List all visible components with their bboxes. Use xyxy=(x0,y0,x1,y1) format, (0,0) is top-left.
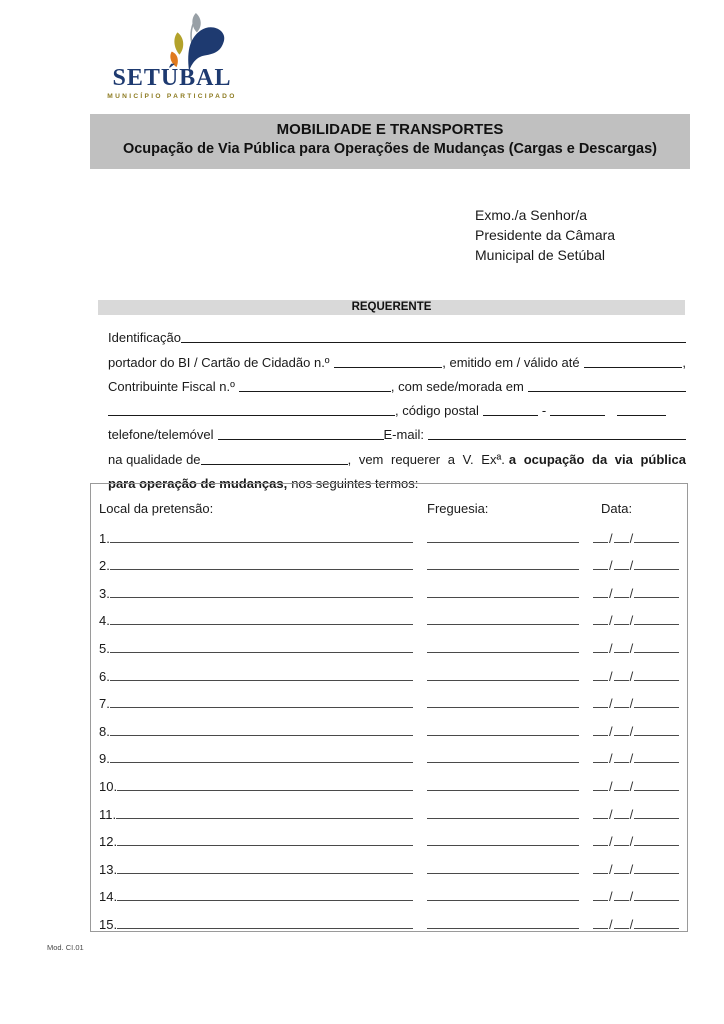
table-row xyxy=(99,546,679,574)
setubal-logo xyxy=(102,12,242,100)
row-number: 14. xyxy=(99,889,118,905)
date-year-blank xyxy=(634,596,679,598)
section-requerente: REQUERENTE xyxy=(98,300,685,315)
row-number: 2. xyxy=(99,558,110,574)
row-number: 12. xyxy=(99,834,118,850)
date-separator: / xyxy=(609,640,613,656)
date-month-blank xyxy=(614,568,629,570)
email-label: E-mail: xyxy=(383,427,424,443)
date-month-blank xyxy=(614,623,629,625)
date-month-blank xyxy=(614,789,629,791)
date-separator: / xyxy=(629,723,634,739)
date-day-blank xyxy=(593,899,608,901)
freguesia-blank xyxy=(427,817,579,819)
mudancas-bold-text: para operação de mudanças, xyxy=(108,476,288,492)
row-number: 6. xyxy=(99,668,110,684)
date-separator: / xyxy=(609,668,613,684)
date-day-blank xyxy=(593,761,608,763)
date-separator: / xyxy=(629,613,634,629)
row-number: 8. xyxy=(99,723,110,739)
date-day-blank xyxy=(593,817,608,819)
date-day-blank xyxy=(593,927,608,929)
table-row xyxy=(99,656,679,684)
requerer-bold-text: a ocupação da via pública xyxy=(508,451,686,467)
date-separator: / xyxy=(609,696,613,712)
date-separator: / xyxy=(629,778,634,794)
header-local: Local da pretensão: xyxy=(99,501,214,516)
freguesia-blank xyxy=(427,679,579,681)
validade-blank xyxy=(584,366,683,368)
logo-tagline: MUNICÍPIO PARTICIPADO xyxy=(107,93,237,100)
date-year-blank xyxy=(634,872,679,874)
line-codigo-postal xyxy=(108,394,686,418)
date-year-blank xyxy=(634,927,679,929)
freguesia-blank xyxy=(427,623,579,625)
freguesia-blank xyxy=(427,927,579,929)
date-year-blank xyxy=(634,899,679,901)
row-number: 3. xyxy=(99,585,110,601)
localidade-blank xyxy=(617,414,666,416)
applicant-form-text xyxy=(108,321,686,491)
freguesia-blank xyxy=(427,844,579,846)
table-row xyxy=(99,904,679,932)
date-day-blank xyxy=(593,568,608,570)
addressee-block xyxy=(475,205,615,265)
local-blank xyxy=(110,541,413,543)
table-header-row xyxy=(99,494,679,516)
date-separator: / xyxy=(629,834,634,850)
freguesia-blank xyxy=(427,761,579,763)
local-blank xyxy=(110,568,413,570)
table-row xyxy=(99,822,679,850)
date-month-blank xyxy=(614,541,629,543)
telefone-label: telefone/telemóvel xyxy=(108,427,214,443)
date-month-blank xyxy=(614,679,629,681)
local-blank xyxy=(117,899,413,901)
date-day-blank xyxy=(593,679,608,681)
table-row xyxy=(99,711,679,739)
locations-table xyxy=(90,483,688,932)
date-year-blank xyxy=(634,541,679,543)
date-year-blank xyxy=(634,679,679,681)
date-year-blank xyxy=(634,761,679,763)
title-line2: Ocupação de Via Pública para Operações de Mudanças (Cargas e Descargas) xyxy=(122,141,658,157)
addressee-line1: Exmo./a Senhor/a xyxy=(475,207,588,223)
date-year-blank xyxy=(634,651,679,653)
row-number: 5. xyxy=(99,640,110,656)
date-separator: / xyxy=(609,585,613,601)
date-day-blank xyxy=(593,789,608,791)
title-line1: MOBILIDADE E TRANSPORTES xyxy=(276,121,504,138)
local-blank xyxy=(117,927,413,929)
form-model-code: Mod. CI.01 xyxy=(47,943,84,952)
date-separator: / xyxy=(629,558,634,574)
date-separator: / xyxy=(629,696,634,712)
local-blank xyxy=(110,596,413,598)
date-separator: / xyxy=(629,585,634,601)
date-year-blank xyxy=(634,568,679,570)
local-blank xyxy=(117,789,413,791)
table-row xyxy=(99,601,679,629)
freguesia-blank xyxy=(427,596,579,598)
header-data: Data: xyxy=(601,501,633,516)
date-year-blank xyxy=(634,844,679,846)
line-identificacao xyxy=(108,321,686,345)
bi-number-blank xyxy=(334,366,443,368)
date-separator: / xyxy=(609,889,613,905)
local-blank xyxy=(110,761,413,763)
termos-text: nos seguintes termos: xyxy=(291,476,419,492)
date-separator: / xyxy=(609,834,613,850)
freguesia-blank xyxy=(427,872,579,874)
date-day-blank xyxy=(593,706,608,708)
date-month-blank xyxy=(614,651,629,653)
local-blank xyxy=(116,817,413,819)
row-number: 15. xyxy=(99,916,118,932)
bi-label: portador do BI / Cartão de Cidadão n.º xyxy=(108,354,330,370)
morada-continuation-blank xyxy=(108,414,395,416)
local-blank xyxy=(110,679,413,681)
row-number: 4. xyxy=(99,613,110,629)
qualidade-blank xyxy=(201,463,348,465)
line-contactos xyxy=(108,418,686,442)
local-blank xyxy=(110,734,413,736)
table-row xyxy=(99,739,679,767)
date-month-blank xyxy=(614,872,629,874)
date-year-blank xyxy=(634,734,679,736)
telefone-blank xyxy=(218,438,384,440)
date-year-blank xyxy=(634,817,679,819)
date-day-blank xyxy=(593,541,608,543)
freguesia-blank xyxy=(427,789,579,791)
date-separator: / xyxy=(629,640,634,656)
table-row xyxy=(99,518,679,546)
date-year-blank xyxy=(634,623,679,625)
date-day-blank xyxy=(593,872,608,874)
table-row xyxy=(99,849,679,877)
date-month-blank xyxy=(614,596,629,598)
freguesia-blank xyxy=(427,568,579,570)
date-month-blank xyxy=(614,844,629,846)
requerer-text: , vem requerer a V. Exª. xyxy=(347,451,505,467)
table-row xyxy=(99,684,679,712)
date-month-blank xyxy=(614,899,629,901)
comma-text: , xyxy=(682,354,686,370)
email-blank xyxy=(428,438,686,440)
table-row xyxy=(99,877,679,905)
date-day-blank xyxy=(593,651,608,653)
date-year-blank xyxy=(634,789,679,791)
date-day-blank xyxy=(593,844,608,846)
date-separator: / xyxy=(629,916,634,932)
date-year-blank xyxy=(634,706,679,708)
date-separator: / xyxy=(629,889,634,905)
local-blank xyxy=(117,844,413,846)
line-nif xyxy=(108,370,686,394)
date-separator: / xyxy=(609,558,613,574)
line-bi xyxy=(108,345,686,369)
date-day-blank xyxy=(593,734,608,736)
local-blank xyxy=(110,651,413,653)
local-blank xyxy=(117,872,413,874)
table-row xyxy=(99,794,679,822)
date-month-blank xyxy=(614,734,629,736)
row-number: 7. xyxy=(99,696,110,712)
local-blank xyxy=(110,706,413,708)
setubal-emblem-icon xyxy=(148,12,236,72)
identificacao-label: Identificação xyxy=(108,330,181,346)
table-row xyxy=(99,766,679,794)
addressee-line2: Presidente da Câmara xyxy=(475,227,616,243)
row-number: 13. xyxy=(99,861,118,877)
date-separator: / xyxy=(609,806,613,822)
addressee-line3: Municipal de Setúbal xyxy=(475,247,605,263)
table-rows xyxy=(99,518,679,932)
date-separator: / xyxy=(609,778,613,794)
row-number: 9. xyxy=(99,751,110,767)
row-number: 1. xyxy=(99,530,110,546)
emitido-label: , emitido em / válido até xyxy=(442,354,580,370)
date-day-blank xyxy=(593,596,608,598)
date-separator: / xyxy=(629,806,634,822)
date-day-blank xyxy=(593,623,608,625)
date-separator: / xyxy=(609,751,613,767)
cp3-blank xyxy=(550,414,605,416)
row-number: 11. xyxy=(99,806,117,822)
date-separator: / xyxy=(629,751,634,767)
freguesia-blank xyxy=(427,706,579,708)
date-separator: / xyxy=(609,861,613,877)
nif-blank xyxy=(239,390,391,392)
qualidade-label: na qualidade de xyxy=(108,451,201,467)
title-bar xyxy=(90,114,690,169)
line-qualidade xyxy=(108,442,686,466)
date-month-blank xyxy=(614,761,629,763)
date-separator: / xyxy=(609,723,613,739)
date-separator: / xyxy=(609,530,613,546)
logo-wordmark: SETÚBAL xyxy=(112,65,232,91)
cp-separator: - xyxy=(541,403,547,419)
identificacao-blank xyxy=(181,341,686,343)
table-row xyxy=(99,628,679,656)
date-month-blank xyxy=(614,817,629,819)
morada-label: , com sede/morada em xyxy=(390,378,524,394)
freguesia-blank xyxy=(427,734,579,736)
freguesia-blank xyxy=(427,899,579,901)
date-separator: / xyxy=(609,613,613,629)
date-separator: / xyxy=(629,861,634,877)
nif-label: Contribuinte Fiscal n.º xyxy=(108,378,235,394)
date-month-blank xyxy=(614,706,629,708)
codigo-postal-label: , código postal xyxy=(395,403,479,419)
row-number: 10. xyxy=(99,778,118,794)
date-separator: / xyxy=(629,668,634,684)
freguesia-blank xyxy=(427,651,579,653)
date-separator: / xyxy=(629,530,634,546)
local-blank xyxy=(110,623,413,625)
cp4-blank xyxy=(483,414,538,416)
freguesia-blank xyxy=(427,541,579,543)
header-freguesia: Freguesia: xyxy=(427,501,489,516)
date-separator: / xyxy=(609,916,613,932)
table-row xyxy=(99,573,679,601)
date-month-blank xyxy=(614,927,629,929)
morada-blank xyxy=(528,390,686,392)
